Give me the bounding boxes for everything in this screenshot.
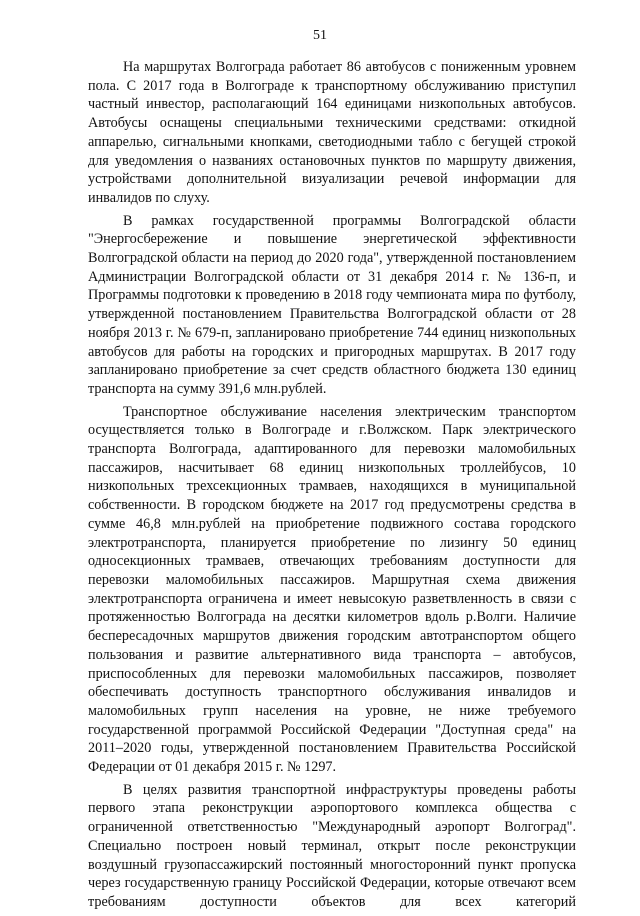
paragraph-airport: В целях развития транспортной инфраструктуры проведены работы первого этапа реконструкции аэропортового комплекса общества с ограниченной ответственностью "Международный аэропорт Волгоград". Специально построен новый терминал, открыт после реконструкции воздушный грузопассажирский постоянный многосторонний пункт пропуска через государственную границу Российской Федерации, которые отвечают всем требованиям доступности объектов для всех категорий	[88, 781, 576, 910]
paragraph-low-floor-buses: На маршрутах Волгограда работает 86 автобусов с пониженным уровнем пола. С 2017 года в Волгограде к транспортному обслуживанию приступил частный инвестор, располагающий 164 единицами низкопольных автобусов. Автобусы оснащены специальными техническими средствами: откидной аппарелью, сигнальными кнопками, светодиодными табло с бегущей строкой для уведомления о названиях остановочных пунктов по маршруту движения, устройствами дополнительной визуализации речевой информации для инвалидов по слуху.	[88, 59, 576, 206]
paragraph-electric-transport: Транспортное обслуживание населения электрическим транспортом осуществляется только в Волгограде и г.Волжском. Парк электрического транспорта Волгограда, адаптированного для перевозки маломобильных пассажиров, насчитывает 68 единиц низкопольных троллейбусов, 10 низкопольных трехсекционных трамваев, находящихся в муниципальной собственности. В городском бюджете на 2017 год предусмотрены средства в сумме 46,8 млн.рублей на приобретение подвижного состава городского электротранспорта, планируется приобретение по лизингу 50 единиц односекционных трамваев, отвечающих требованиям доступности для перевозки маломобильных пассажиров. Маршрутная схема движения электротранспорта ограничена и имеет невысокую разветвленность в связи с протяженностью Волгограда на десятки километров вдоль р.Волги. Наличие беспересадочных маршрутов движения городским автотранспортом общего пользования и развитие альтернативного вида транспорта – автобусов, приспособленных для перевозки маломобильных пассажиров, позволяет обеспечивать доступность транспортного обслуживания инвалидов и маломобильных групп населения на уровне, не ниже требуемого государственной программой Российской Федерации "Доступная среда" на 2011–2020 годы, утвержденной постановлением Правительства Российской Федерации от 01 декабря 2015 г. № 1297.	[88, 403, 576, 776]
page-number: 51	[313, 28, 327, 43]
paragraph-state-program: В рамках государственной программы Волгоградской области "Энергосбережение и повышение энергетической эффективности Волгоградской области на период до 2020 года", утвержденной постановлением Администрации Волгоградской области от 31 декабря 2014 г. № 136-п, и Программы подготовки к проведению в 2018 году чемпионата мира по футболу, утвержденной постановлением Правительства Волгоградской области от 28 ноября 2013 г. № 679-п, запланировано приобретение 744 единиц низкопольных автобусов для работы на городских и пригородных маршрутах. В 2017 году запланировано приобретение за счет средств областного бюджета 130 единиц транспорта на сумму 391,6 млн.рублей.	[88, 212, 576, 397]
document-body	[88, 58, 576, 916]
